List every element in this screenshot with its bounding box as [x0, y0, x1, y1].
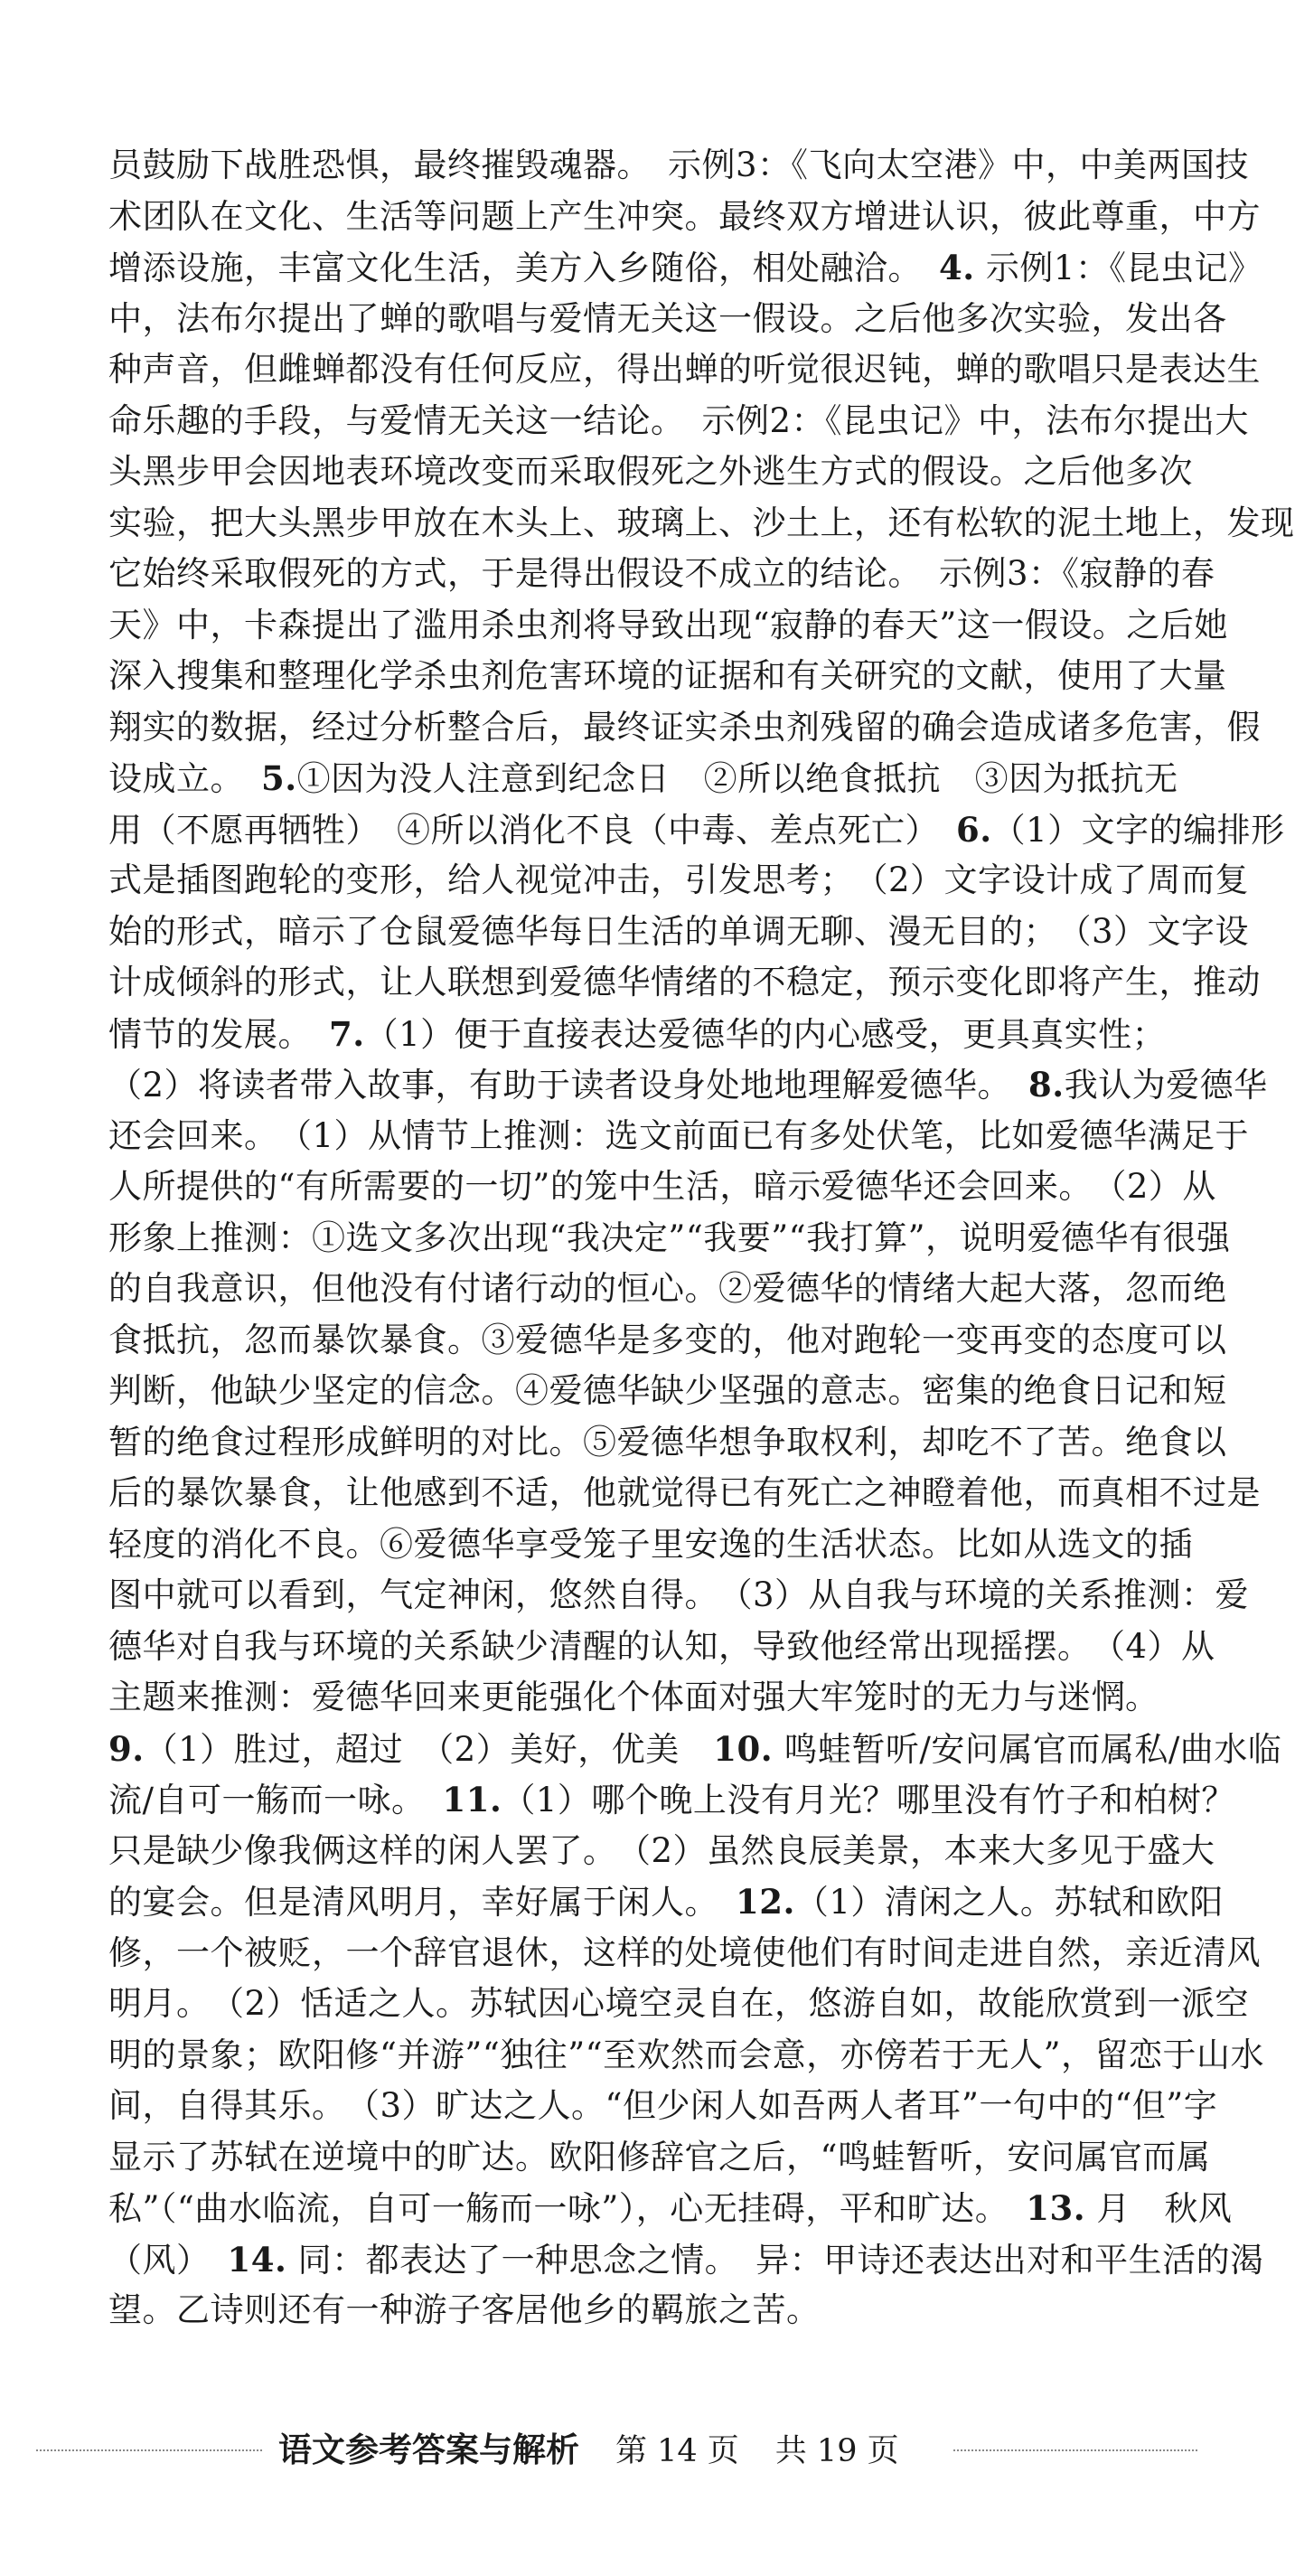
text-line	[108, 1622, 1215, 1673]
answer-text: 只是缺少像我俩这样的闲人罢了。 （2）虽然良辰美景，本来大多见于盛大	[108, 1830, 1215, 1870]
text-line	[108, 2234, 1264, 2286]
answer-text: 后的暴饮暴食，让他感到不适，他就觉得已有死亡之神瞪着他，而真相不过是	[108, 1473, 1261, 1512]
question-number: 11.	[442, 1780, 502, 1819]
answer-text: 我认为爱德华	[1064, 1066, 1268, 1105]
answer-text: 的自我意识，但他没有付诸行动的恒心。②爱德华的情绪大起大落，忽而绝	[108, 1269, 1227, 1308]
answer-text: 轻度的消化不良。⑥爱德华享受笼子里安逸的生活状态。比如从选文的插	[108, 1524, 1193, 1564]
answer-text: 还会回来。 （1）从情节上推测：选文前面已有多处伏笔，比如爱德华满足于	[108, 1115, 1250, 1155]
answer-text: 翔实的数据，经过分析整合后，最终证实杀虫剂残留的确会造成诸多危害，假	[108, 707, 1261, 747]
text-line	[108, 1724, 1282, 1775]
footer-title: 语文参考答案与解析	[278, 2430, 579, 2469]
answer-text: 术团队在文化、生活等问题上产生冲突。最终双方增进认识，彼此尊重，中方	[108, 196, 1261, 236]
answer-text: （2）将读者带入故事，有助于读者设身处地地理解爱德华。	[108, 1066, 1029, 1105]
text-line	[108, 447, 1193, 498]
answer-text: 明月。 （2）恬适之人。苏轼因心境空灵自在，悠游自如，故能欣赏到一派空	[108, 1984, 1250, 2023]
answer-text: 式是插图跑轮的变形，给人视觉冲击，引发思考； （2）文字设计成了周而复	[108, 860, 1250, 899]
answer-text: 德华对自我与环境的关系缺少清醒的认知，导致他经常出现摇摆。 （4）从	[108, 1626, 1215, 1666]
text-line	[108, 2081, 1218, 2132]
answer-text: 实验，把大头黑步甲放在木头上、玻璃上、沙土上，还有松软的泥土地上，发现	[108, 503, 1295, 542]
text-line	[108, 2183, 1233, 2234]
question-number: 12.	[736, 1882, 795, 1922]
answer-text: （1）清闲之人。苏轼和欧阳	[794, 1883, 1224, 1922]
answer-text: 用（不愿再牺牲） ④所以消化不良（中毒、差点死亡）	[108, 810, 956, 850]
answer-text: 判断，他缺少坚定的信念。④爱德华缺少坚强的意志。密集的绝食日记和短	[108, 1371, 1227, 1410]
text-line	[108, 907, 1250, 958]
text-line	[108, 651, 1227, 702]
text-line	[108, 344, 1261, 396]
question-number: 5.	[261, 758, 297, 798]
footer-page-number: 第 14 页	[615, 2433, 739, 2469]
footer-dotted-rule-left	[36, 2449, 262, 2451]
answer-text: 种声音，但雌蝉都没有任何反应，得出蝉的听觉很迟钝，蝉的歌唱只是表达生	[108, 350, 1261, 389]
answer-text: 设成立。	[108, 759, 261, 798]
text-line	[108, 192, 1261, 243]
question-number: 10.	[713, 1728, 774, 1769]
text-line	[108, 2132, 1211, 2184]
text-line	[108, 1213, 1231, 1264]
text-line	[108, 396, 1250, 447]
answer-text: 鸣蛙暂听/安问属官而属私/曲水临	[773, 1729, 1282, 1769]
question-number: 6.	[956, 809, 992, 850]
answer-text: 深入搜集和整理化学杀虫剂危害环境的证据和有关研究的文献，使用了大量	[108, 656, 1227, 695]
question-number: 8.	[1028, 1065, 1065, 1105]
answer-text: 修，一个被贬，一个辞官退休，这样的处境使他们有时间走进自然，亲近清风	[108, 1932, 1261, 1972]
answer-text-block	[108, 140, 1295, 2336]
text-line	[108, 1774, 1235, 1826]
answer-text: 明的景象；欧阳修“并游”“独往”“至欢然而会意，亦傍若于无人”，留恋于山水	[108, 2035, 1264, 2074]
answer-text: （1）胜过，超过 （2）美好，优美	[144, 1729, 714, 1769]
text-line	[108, 1672, 1175, 1724]
question-number: 14.	[227, 2239, 287, 2280]
question-number: 7.	[329, 1013, 365, 1054]
text-line	[108, 753, 1178, 804]
text-line	[108, 1519, 1193, 1571]
footer-total-pages: 共 19 页	[774, 2433, 899, 2469]
text-line	[108, 1161, 1216, 1213]
text-line	[108, 1417, 1227, 1469]
answer-text: 增添设施，丰富文化生活，美方入乡随俗，相处融洽。	[108, 249, 939, 287]
answer-text: 中，法布尔提出了蝉的歌唱与爱情无关这一假设。之后他多次实验，发出各	[108, 298, 1227, 338]
answer-text: 流/自可一觞而一咏。	[108, 1781, 443, 1819]
answer-text: 间，自得其乐。 （3）旷达之人。“但少闲人如吾两人者耳”一句中的“但”字	[108, 2086, 1218, 2125]
answer-text: 头黑步甲会因地表环境改变而采取假死之外逃生方式的假设。之后他多次	[108, 452, 1193, 491]
answer-text: 计成倾斜的形式，让人联想到爱德华情绪的不稳定，预示变化即将产生，推动	[108, 963, 1261, 1001]
footer-text	[278, 2422, 899, 2478]
page-footer	[0, 2422, 1221, 2477]
answer-text: 图中就可以看到，气定神闲，悠然自得。 （3）从自我与环境的关系推测：爱	[108, 1575, 1250, 1614]
answer-text: 的宴会。但是清风明月，幸好属于闲人。	[108, 1883, 736, 1922]
answer-text: 始的形式，暗示了仓鼠爱德华每日生活的单调无聊、漫无目的； （3）文字设	[108, 911, 1250, 951]
text-line	[108, 1111, 1250, 1162]
question-number: 4.	[939, 248, 975, 287]
text-line	[108, 1928, 1261, 1979]
answer-text: 望。乙诗则还有一种游子客居他乡的羁旅之苦。	[108, 2290, 821, 2329]
text-line	[108, 1059, 1268, 1111]
answer-text: 月 秋风	[1085, 2189, 1233, 2228]
text-line	[108, 242, 1262, 294]
answer-text: ①因为没人注意到纪念日 ②所以绝食抵抗 ③因为抵抗无	[296, 759, 1178, 798]
text-line	[108, 1979, 1250, 2030]
answer-text: （1）文字的编排形	[991, 810, 1285, 850]
text-line	[108, 1366, 1227, 1417]
text-line	[108, 549, 1215, 600]
answer-text: 暂的绝食过程形成鲜明的对比。⑤爱德华想争取权利，却吃不了苦。绝食以	[108, 1422, 1227, 1462]
text-line	[108, 957, 1261, 1009]
answer-text: 食抵抗，忽而暴饮暴食。③爱德华是多变的，他对跑轮一变再变的态度可以	[108, 1320, 1227, 1359]
text-line	[108, 855, 1250, 907]
question-number: 13.	[1026, 2188, 1086, 2228]
text-line	[108, 1264, 1227, 1315]
answer-text: 命乐趣的手段，与爱情无关这一结论。 示例2：《昆虫记》中，法布尔提出大	[108, 400, 1250, 440]
text-line	[108, 140, 1250, 192]
text-line	[108, 804, 1285, 856]
question-number: 9.	[108, 1728, 145, 1769]
text-line	[108, 2030, 1264, 2082]
answer-text: （风）	[108, 2240, 228, 2280]
text-line	[108, 600, 1228, 652]
text-line	[108, 702, 1261, 754]
text-line	[108, 2285, 1175, 2336]
answer-text: （1）哪个晚上没有月光？哪里没有竹子和柏树？	[502, 1781, 1235, 1819]
answer-text: 主题来推测：爱德华回来更能强化个体面对强大牢笼时的无力与迷惘。	[108, 1678, 1159, 1716]
answer-text: 示例1：《昆虫记》	[974, 249, 1262, 287]
answer-text: 私”（“曲水临流，自可一觞而一咏”），心无挂碍，平和旷达。	[108, 2189, 1027, 2228]
answer-text: 人所提供的“有所需要的一切”的笼中生活，暗示爱德华还会回来。 （2）从	[108, 1167, 1216, 1206]
answer-text: 形象上推测：①选文多次出现“我决定”“我要”“我打算”，说明爱德华有很强	[108, 1217, 1231, 1257]
text-line	[108, 498, 1295, 550]
answer-text: 它始终采取假死的方式，于是得出假设不成立的结论。 示例3：《寂静的春	[108, 554, 1215, 593]
text-line	[108, 1876, 1224, 1928]
text-line	[108, 1570, 1250, 1622]
answer-text: 情节的发展。	[108, 1014, 329, 1054]
text-line	[108, 1468, 1261, 1519]
answer-text: 同：都表达了一种思念之情。 异：甲诗还表达出对和平生活的渴	[286, 2240, 1264, 2280]
text-line	[108, 1826, 1215, 1877]
text-line	[108, 294, 1227, 345]
answer-text: 天》中，卡森提出了滥用杀虫剂将导致出现“寂静的春天”这一假设。之后她	[108, 605, 1228, 644]
text-line	[108, 1315, 1227, 1367]
answer-text: （1）便于直接表达爱德华的内心感受，更具真实性；	[364, 1014, 1167, 1054]
answer-text: 显示了苏轼在逆境中的旷达。欧阳修辞官之后，“鸣蛙暂听，安问属官而属	[108, 2137, 1211, 2176]
text-line	[108, 1009, 1175, 1060]
answer-text: 员鼓励下战胜恐惧，最终摧毁魂器。 示例3：《飞向太空港》中，中美两国技	[108, 146, 1250, 184]
footer-dotted-rule-right	[953, 2449, 1197, 2451]
